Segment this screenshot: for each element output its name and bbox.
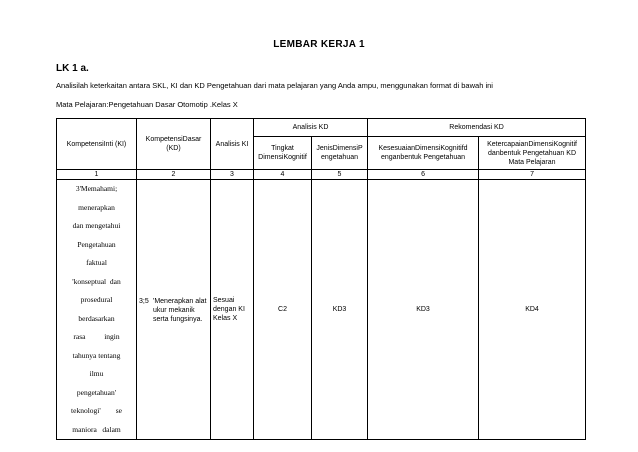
ki-line: faktual bbox=[86, 258, 107, 267]
subject-line: Mata Pelajaran:Pengetahuan Dasar Otomotip .Kelas X bbox=[56, 100, 238, 109]
kesesuaian-cell: KD3 bbox=[368, 180, 479, 440]
analysis-table bbox=[56, 118, 586, 440]
header-kd: KompetensiDasar (KD) bbox=[137, 119, 211, 170]
ki-line: Pengetahuan bbox=[77, 239, 116, 249]
column-number: 4 bbox=[254, 170, 312, 180]
ketercapaian-cell: KD4 bbox=[479, 180, 586, 440]
ki-line: 'konseptual dan bbox=[72, 276, 121, 286]
header-rekomendasi-kd: Rekomendasi KD bbox=[368, 119, 586, 137]
header-kesesuaian: KesesuaianDimensiKognitifd enganbentuk Pengetahuan bbox=[368, 137, 479, 170]
ki-line: maniora dalam bbox=[72, 424, 121, 434]
table-row bbox=[57, 180, 586, 440]
column-number: 6 bbox=[368, 170, 479, 180]
page-title: LEMBAR KERJA 1 bbox=[273, 39, 365, 50]
kd-text: 'Menerapkan alat ukur mekanik serta fungsinya. bbox=[153, 298, 207, 323]
column-number: 7 bbox=[479, 170, 586, 180]
header-ki: KompetensiInti (KI) bbox=[57, 119, 137, 170]
ki-line: pengetahuan' bbox=[76, 387, 117, 397]
column-number-row bbox=[57, 170, 586, 180]
section-label: LK 1 a. bbox=[56, 63, 89, 74]
header-tingkat: Tingkat DimensiKognitif bbox=[254, 137, 312, 170]
ki-line: ilmu bbox=[89, 369, 104, 378]
ki-line: 3'Memahami; bbox=[75, 184, 118, 193]
header-ketercapaian: KetercapaianDimensiKognitif danbentuk Pengetahuan KD Mata Pelajaran bbox=[479, 137, 586, 170]
column-number: 2 bbox=[137, 170, 211, 180]
tingkat-cell: C2 bbox=[254, 180, 312, 440]
instruction-text: Analisilah keterkaitan antara SKL, KI dan KD Pengetahuan dari mata pelajaran yang Anda ampu, menggunakan format di bawah ini bbox=[56, 81, 493, 90]
header-jenis: JenisDimensiP engetahuan bbox=[312, 137, 368, 170]
column-number: 5 bbox=[312, 170, 368, 180]
ki-line: dan mengetahui bbox=[72, 221, 121, 230]
ki-line: tahunya tentang bbox=[72, 350, 121, 360]
kd-number: 3;5 bbox=[139, 298, 149, 305]
header-analisis-ki: Analisis KI bbox=[211, 119, 254, 170]
header-analisis-kd: Analisis KD bbox=[254, 119, 368, 137]
column-number: 1 bbox=[57, 170, 137, 180]
ki-cell bbox=[57, 180, 137, 440]
ki-line: prosedural bbox=[80, 295, 113, 304]
ki-line: menerapkan bbox=[78, 202, 115, 212]
kd-cell bbox=[137, 180, 211, 440]
ki-line: rasa ingin bbox=[73, 332, 120, 341]
jenis-cell: KD3 bbox=[312, 180, 368, 440]
ki-line: berdasarkan bbox=[78, 313, 115, 323]
ki-line: teknologi' se bbox=[71, 406, 122, 415]
analisis-ki-cell: Sesuai dengan KI Kelas X bbox=[211, 180, 254, 440]
column-number: 3 bbox=[211, 170, 254, 180]
